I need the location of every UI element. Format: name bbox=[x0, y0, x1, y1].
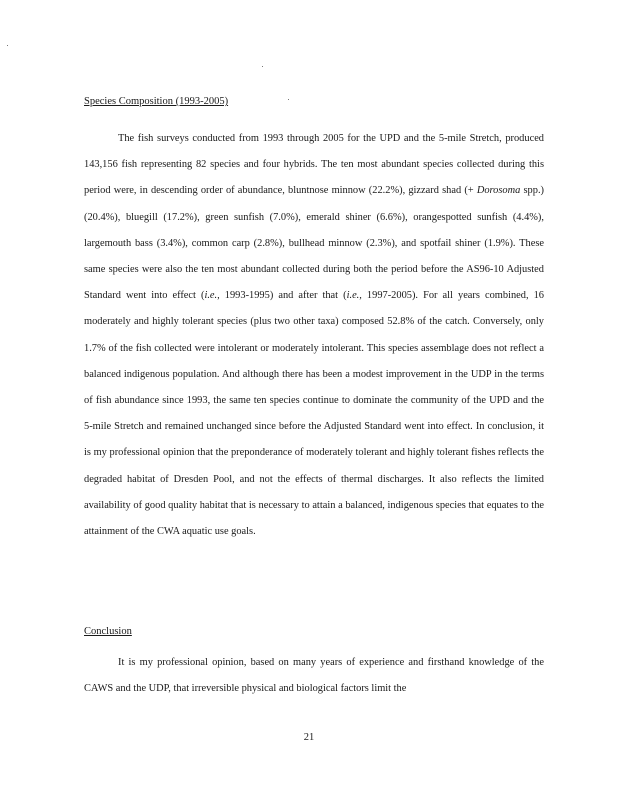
scan-speck bbox=[262, 66, 263, 67]
paragraph-text: 1993-1995) and after that ( bbox=[219, 290, 347, 302]
italic-genus: Dorosoma bbox=[476, 185, 521, 197]
scan-speck bbox=[288, 99, 289, 100]
paragraph-species-composition bbox=[84, 126, 544, 545]
conclusion-heading: Conclusion bbox=[84, 626, 132, 637]
italic-ie: i.e., bbox=[346, 290, 362, 302]
section-heading: Species Composition (1993-2005) bbox=[84, 96, 229, 107]
italic-ie: i.e., bbox=[204, 290, 220, 302]
scan-speck bbox=[7, 45, 8, 46]
page-number: 21 bbox=[303, 732, 315, 743]
paragraph-text: The fish surveys conducted from 1993 through 2005 for the UPD and the 5-mile Stretch, produced 143,156 fish representing 82 species and four hybrids. The ten most abundant species collected during this period were, in descending order of abundance, bluntnose minnow (22.2%), gizzard shad (+ bbox=[84, 133, 544, 197]
paragraph-conclusion: It is my professional opinion, based on many years of experience and firsthand knowledge of the CAWS and the UDP, that irreversible physical and biological factors limit the bbox=[84, 657, 544, 695]
paragraph-text: 1997-2005). For all years combined, 16 moderately and highly tolerant species (plus two other taxa) composed 52.8% of the catch. Conversely, only 1.7% of the fish collected were intolerant or moderately intolerant. This species assemblage does not reflect a balanced indigenous population. And although there has been a modest improvement in the UDP in the terms of fish abundance since 1993, the same ten species continue to dominate the community of the UPD and the 5-mile Stretch and remained unchanged since before the Adjusted Standard went into effect. In conclusion, it is my professional opinion that the preponderance of moderately tolerant and highly tolerant fishes reflects the degraded habitat of Dresden Pool, and not the effects of thermal discharges. It also reflects the limited availability of good quality habitat that is necessary to attain a balanced, indigenous species that equates to the attainment of the CWA aquatic use goals. bbox=[84, 290, 544, 538]
paragraph-text: spp.) (20.4%), bluegill (17.2%), green sunfish (7.0%), emerald shiner (6.6%), orangespotted sunfish (4.4%), largemouth bass (3.4%), common carp (2.8%), bullhead minnow (2.3%), and spotfail shiner (1.9%). These same species were also the ten most abundant collected during both the period before the AS96-10 Adjusted Standard went into effect ( bbox=[84, 185, 544, 302]
